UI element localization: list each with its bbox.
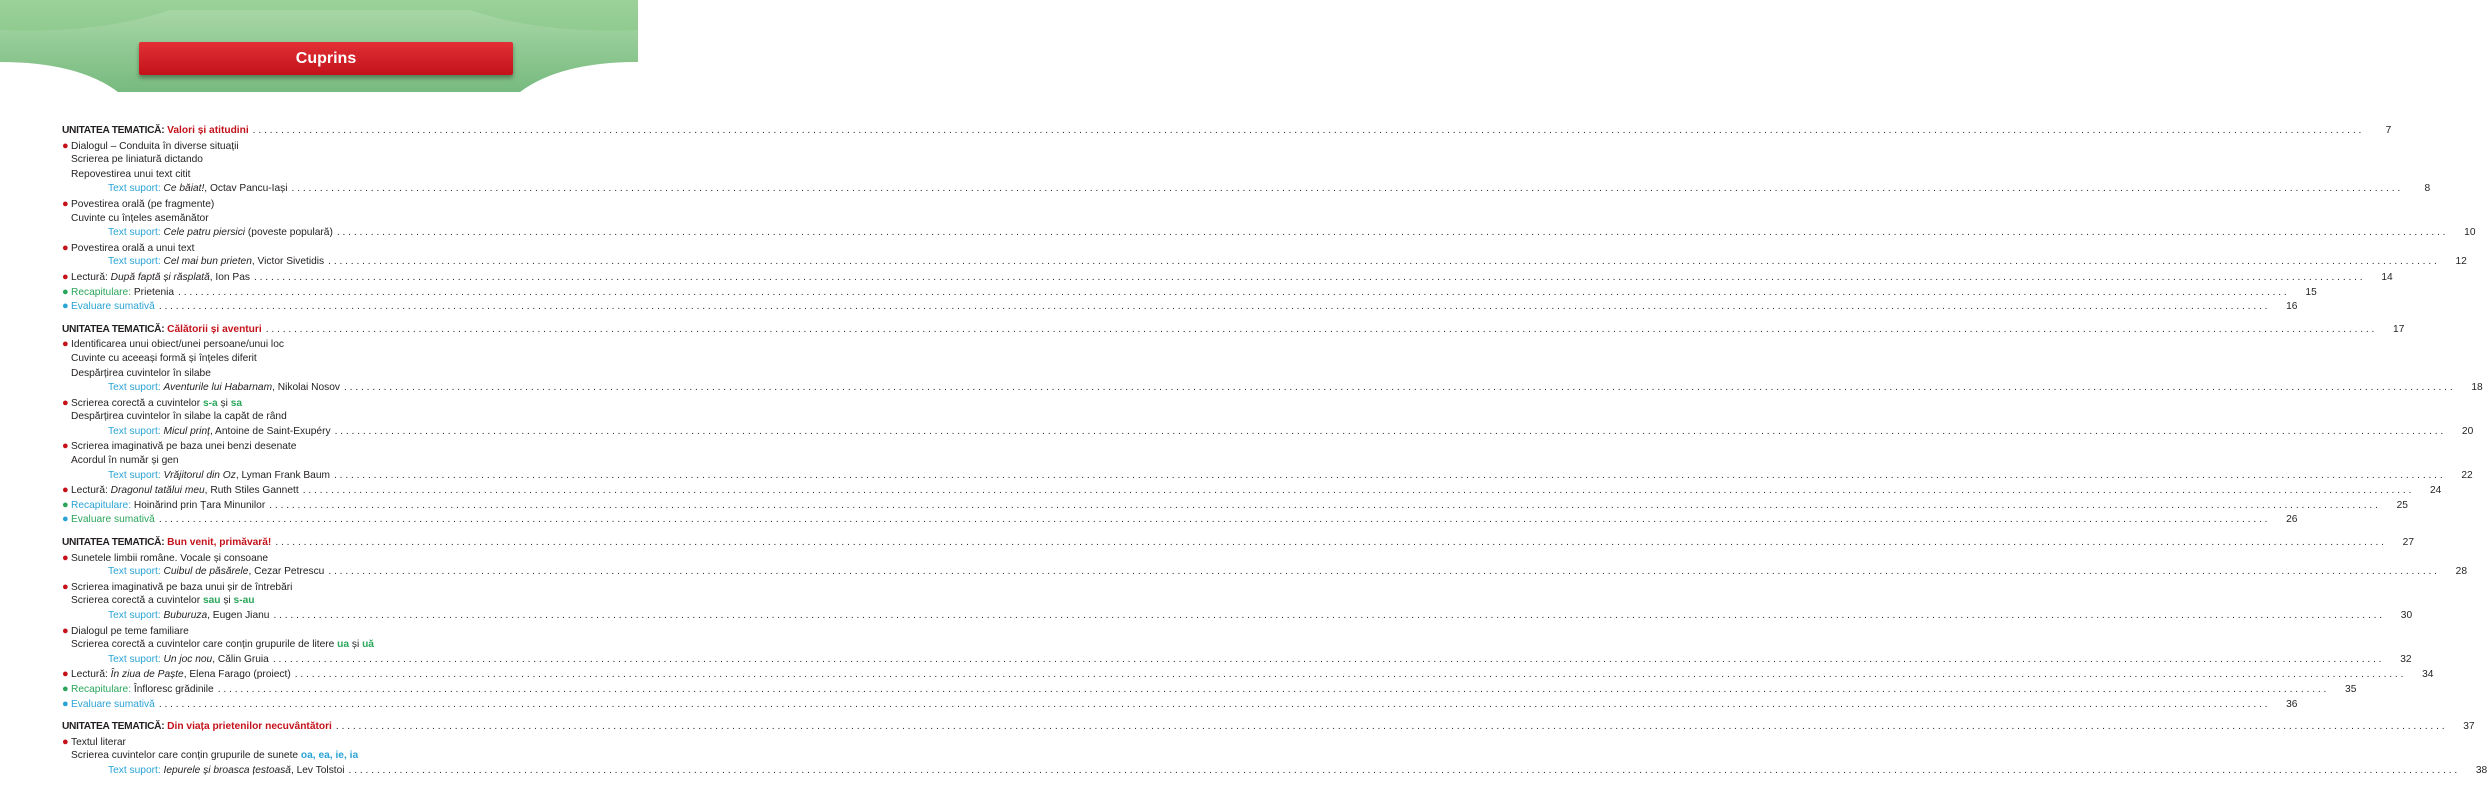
suport-author: , Cezar Petrescu [248, 566, 325, 578]
suport-label: Text suport: [108, 566, 161, 578]
recap-label: Recapitulare: [71, 683, 132, 695]
text-suport-row[interactable] [62, 565, 2468, 580]
leader-dots [218, 683, 2327, 698]
highlight-word: ua [337, 639, 350, 651]
page-number: 36 [2286, 698, 2298, 710]
leader-dots [335, 425, 2444, 440]
item-text: Cuvinte cu aceeași formă și înțeles diferit [71, 352, 257, 364]
list-item[interactable] [62, 352, 582, 367]
suport-title: Cuibul de păsărele [163, 566, 249, 578]
suport-author: , Victor Sivetidis [251, 256, 325, 268]
suport-author: , Antoine de Saint-Exupéry [209, 425, 331, 437]
bullet-icon: ● [62, 139, 69, 152]
leader-dots [334, 469, 2443, 484]
item-text: Scrierea corectă a cuvintelor [71, 397, 203, 409]
suport-author: , Lev Tolstoi [290, 764, 345, 776]
bullet-icon: ● [62, 513, 69, 526]
leader-dots [344, 381, 2453, 396]
eval-label: Evaluare sumativă [71, 301, 155, 313]
list-item[interactable] [62, 153, 582, 168]
item-text: Povestirea orală a unui text [71, 242, 195, 254]
item-text: Textul literar [71, 736, 126, 748]
lectura-label: Lectură: [71, 485, 108, 497]
unit-heading[interactable] [62, 536, 2414, 551]
bullet-icon: ● [62, 285, 69, 298]
item-text: și [349, 639, 363, 651]
suport-author: , Lyman Frank Baum [235, 469, 330, 481]
leader-dots [178, 286, 2287, 301]
item-text: Scrierea pe liniatură dictando [71, 154, 203, 166]
bullet-icon: ● [62, 484, 69, 497]
highlight-word: uă [362, 639, 374, 651]
page-number: 34 [2422, 669, 2434, 681]
bullet-icon: ● [62, 551, 69, 564]
page-number: 20 [2461, 425, 2474, 437]
text-suport-row[interactable] [62, 609, 2413, 624]
unit-title: Călătorii și aventuri [167, 323, 262, 335]
page-number: 28 [2455, 566, 2468, 578]
page-title: Cuprins [139, 42, 513, 75]
text-suport-row[interactable] [62, 469, 2473, 484]
table-of-contents [62, 124, 2487, 779]
item-text: Despărțirea cuvintelor în silabe [71, 367, 211, 379]
unit-heading[interactable] [62, 124, 2392, 139]
item-text: Scrierea cuvintelor care conțin grupurile de sunete [71, 750, 301, 762]
list-item[interactable] [62, 241, 582, 256]
list-item[interactable] [62, 396, 582, 411]
page-number: 17 [2393, 323, 2405, 335]
leader-dots [295, 668, 2404, 683]
item-text: și [220, 595, 234, 607]
leader-dots [253, 124, 2362, 139]
unit-title: Valori și atitudini [167, 125, 249, 136]
leader-dots [337, 226, 2446, 241]
item-text: Sunetele limbii române. Vocale și consoane [71, 552, 269, 564]
header-banner [0, 0, 638, 100]
page-number: 10 [2464, 227, 2476, 239]
highlight-word: s-au [233, 595, 255, 607]
highlight-word: sa [230, 397, 243, 409]
item-text: Scrierea corectă a cuvintelor [71, 595, 203, 607]
page-number: 22 [2461, 469, 2473, 481]
item-text: Scrierea imaginativă pe baza unei benzi desenate [71, 441, 297, 453]
bullet-icon: ● [62, 338, 69, 351]
unit-title: Din viața prietenilor necuvântători [167, 721, 332, 733]
unit-label: UNITATEA TEMATICĂ: [62, 537, 165, 549]
eval-label: Evaluare sumativă [71, 698, 155, 710]
suport-author: , Octav Pancu-Iași [204, 183, 288, 195]
recap-title: Prietenia [133, 286, 175, 298]
lectura-row[interactable] [62, 667, 2434, 682]
list-item[interactable] [62, 139, 582, 154]
text-suport-row[interactable] [62, 764, 2487, 779]
lectura-author: , Ruth Stiles Gannett [204, 485, 299, 497]
suport-title: Buburuza [163, 610, 208, 621]
suport-title: Cel mai bun prieten [163, 256, 252, 268]
bullet-icon: ● [62, 396, 69, 409]
lectura-label: Lectură: [71, 669, 108, 681]
item-text: și [217, 397, 231, 409]
list-item[interactable] [62, 749, 582, 764]
suport-label: Text suport: [108, 469, 161, 481]
suport-title: Cele patru piersici [163, 227, 246, 239]
item-text: Repovestirea unui text citit [71, 168, 191, 180]
page-number: 38 [2475, 764, 2487, 776]
page-number: 32 [2400, 653, 2412, 665]
list-item[interactable] [62, 454, 582, 469]
item-text: Acordul în număr și gen [71, 455, 179, 467]
lectura-title: Dragonul tatălui meu [110, 485, 205, 497]
eval-row[interactable] [62, 512, 2298, 527]
text-suport-row[interactable] [62, 255, 2467, 270]
item-text: Scrierea corectă a cuvintelor care conțin grupurile de litere [71, 639, 338, 651]
page-number: 15 [2305, 286, 2317, 298]
list-item[interactable] [62, 410, 582, 425]
lectura-author: , Ion Pas [209, 271, 250, 283]
suport-label: Text suport: [108, 256, 161, 268]
recap-row[interactable] [62, 682, 2357, 697]
recap-row[interactable] [62, 498, 2408, 513]
list-item[interactable] [62, 212, 582, 227]
suport-title: Aventurile lui Habarnam [163, 382, 273, 394]
leader-dots [273, 609, 2382, 624]
item-text: Scrierea imaginativă pe baza unui șir de întrebări [71, 581, 293, 593]
lectura-row[interactable] [62, 483, 2442, 498]
leader-dots [303, 484, 2412, 499]
lectura-title: După faptă și răsplată [110, 271, 210, 283]
bullet-icon: ● [62, 270, 69, 283]
leader-dots [349, 764, 2458, 779]
bullet-icon: ● [62, 580, 69, 593]
page-number: 24 [2430, 485, 2442, 497]
item-text: Cuvinte cu înțeles asemănător [71, 212, 209, 224]
list-item[interactable] [62, 551, 582, 566]
unit-label: UNITATEA TEMATICĂ: [62, 323, 165, 335]
list-item[interactable] [62, 624, 582, 639]
unit-label: UNITATEA TEMATICĂ: [62, 125, 165, 136]
leader-dots [275, 536, 2384, 551]
bullet-icon: ● [62, 300, 69, 313]
item-text: Despărțirea cuvintelor în silabe la capăt de rând [71, 411, 287, 423]
leader-dots [159, 300, 2268, 315]
suport-title: Vrăjitorul din Oz [163, 469, 236, 481]
bullet-icon: ● [62, 697, 69, 710]
list-item[interactable] [62, 367, 582, 382]
bullet-icon: ● [62, 682, 69, 695]
recap-label: Recapitulare: [71, 286, 132, 298]
highlight-word: oa, ea, ie, ia [300, 750, 359, 762]
item-text: Dialogul pe teme familiare [71, 625, 189, 637]
text-suport-row[interactable] [62, 653, 2412, 668]
lectura-label: Lectură: [71, 271, 108, 283]
leader-dots [269, 499, 2378, 514]
recap-label: Recapitulare: [71, 499, 132, 511]
recap-row[interactable] [62, 285, 2317, 300]
text-suport-row[interactable] [62, 425, 2474, 440]
suport-label: Text suport: [108, 764, 161, 776]
item-text: Povestirea orală (pe fragmente) [71, 198, 215, 210]
suport-author: (poveste populară) [245, 227, 333, 239]
lectura-row[interactable] [62, 270, 2393, 285]
page-number: 7 [2385, 125, 2392, 136]
recap-title: Hoinărind prin Țara Minunilor [133, 499, 266, 511]
suport-title: Ce băiat! [163, 183, 205, 195]
unit-heading[interactable] [62, 720, 2475, 735]
bullet-icon: ● [62, 624, 69, 637]
suport-label: Text suport: [108, 425, 161, 437]
leader-dots [328, 255, 2437, 270]
recap-title: Înfloresc grădinile [133, 683, 214, 695]
list-item[interactable] [62, 337, 582, 352]
leader-dots [292, 182, 2401, 197]
list-item[interactable] [62, 735, 582, 750]
suport-author: , Nikolai Nosov [272, 382, 341, 394]
page-number: 37 [2463, 721, 2475, 733]
suport-label: Text suport: [108, 183, 161, 195]
unit-label: UNITATEA TEMATICĂ: [62, 721, 165, 733]
page-number: 18 [2471, 382, 2483, 394]
text-suport-row[interactable] [62, 381, 2483, 396]
text-suport-row[interactable] [62, 226, 2476, 241]
item-text: Dialogul – Conduita în diverse situații [71, 140, 239, 152]
suport-label: Text suport: [108, 382, 161, 394]
text-suport-row[interactable] [62, 182, 2431, 197]
unit-heading[interactable] [62, 323, 2405, 338]
leader-dots [328, 565, 2437, 580]
leader-dots [336, 720, 2445, 735]
page-number: 35 [2345, 683, 2357, 695]
page-number: 8 [2424, 183, 2431, 195]
eval-row[interactable] [62, 299, 2298, 314]
suport-title: Un joc nou [163, 653, 213, 665]
suport-label: Text suport: [108, 653, 161, 665]
lectura-title: În ziua de Paște [110, 669, 184, 681]
leader-dots [266, 323, 2375, 338]
suport-author: , Călin Gruia [212, 653, 269, 665]
leader-dots [159, 698, 2268, 713]
page-number: 16 [2286, 301, 2298, 313]
suport-label: Text suport: [108, 610, 161, 621]
leader-dots [159, 513, 2268, 528]
list-item[interactable] [62, 594, 582, 609]
bullet-icon: ● [62, 197, 69, 210]
suport-author: , Eugen Jianu [207, 610, 270, 621]
highlight-word: sau [202, 595, 221, 607]
page-number: 27 [2402, 537, 2414, 549]
list-item[interactable] [62, 168, 582, 183]
page-number: 25 [2396, 499, 2408, 511]
list-item[interactable] [62, 439, 582, 454]
unit-title: Bun venit, primăvară! [167, 537, 272, 549]
leader-dots [273, 653, 2382, 668]
eval-row[interactable] [62, 697, 2298, 712]
suport-title: Micul prinț [163, 425, 210, 437]
page-number: 26 [2286, 514, 2298, 526]
lectura-author: , Elena Farago (proiect) [183, 669, 291, 681]
leader-dots [254, 271, 2363, 286]
list-item[interactable] [62, 580, 582, 595]
list-item[interactable] [62, 197, 582, 212]
item-text: Identificarea unui obiect/unei persoane/unui loc [71, 339, 284, 351]
highlight-word: s-a [202, 397, 218, 409]
page-number: 12 [2455, 256, 2467, 268]
list-item[interactable] [62, 638, 582, 653]
bullet-icon: ● [62, 440, 69, 453]
page-number: 14 [2381, 271, 2393, 283]
bullet-icon: ● [62, 735, 69, 748]
eval-label: Evaluare sumativă [71, 514, 155, 526]
bullet-icon: ● [62, 668, 69, 681]
bullet-icon: ● [62, 498, 69, 511]
bullet-icon: ● [62, 241, 69, 254]
suport-title: Iepurele și broasca țestoasă [163, 764, 291, 776]
suport-label: Text suport: [108, 227, 161, 239]
page-number: 30 [2400, 610, 2413, 621]
